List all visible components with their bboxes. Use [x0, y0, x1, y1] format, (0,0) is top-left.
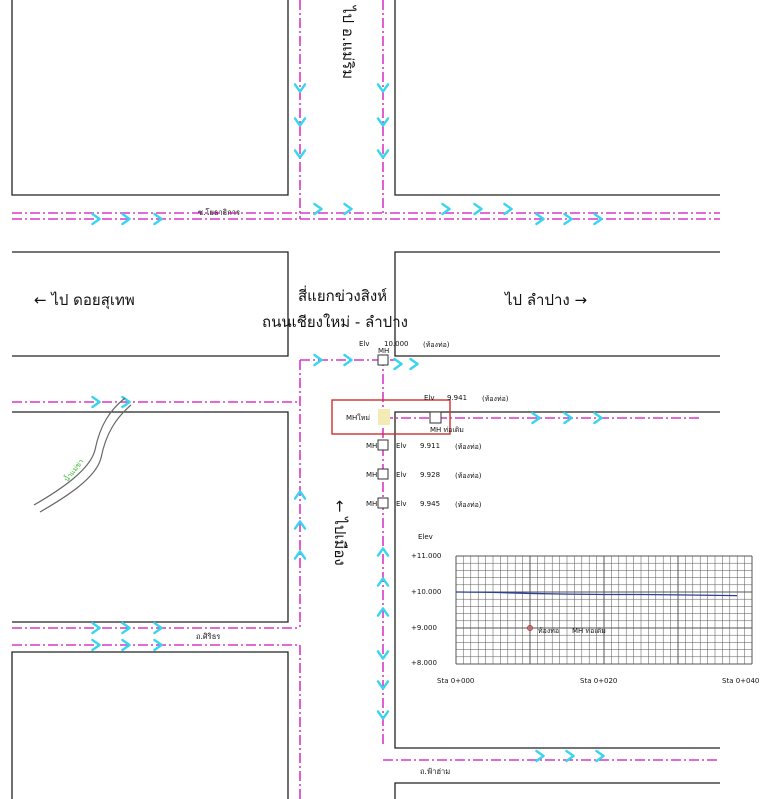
manhole-2 [430, 412, 441, 423]
chart-grid [456, 556, 752, 664]
manhole-3 [378, 440, 388, 450]
manhole-4-note: (ท้องท่อ) [455, 472, 482, 480]
manhole-4-elev: 9.928 [420, 471, 441, 479]
flow-arrow-14 [504, 204, 511, 214]
manhole-5 [378, 498, 388, 508]
manhole-3-note: (ท้องท่อ) [455, 443, 482, 451]
manhole-4 [378, 469, 388, 479]
manhole-2-elev-label: Elv [424, 394, 435, 402]
profile-chart [456, 556, 752, 664]
label-road-name: ถนนเชียงใหม่ - ลำปาง [262, 313, 408, 331]
label-junction-name: สี่แยกข่วงสิงห์ [298, 287, 388, 305]
chart-ylabel: Elev [418, 533, 433, 541]
manhole-1-elev-label: Elv [359, 340, 370, 348]
manhole-3-elev: 9.911 [420, 442, 441, 450]
chart-annotation-1: ท้องท่อ [538, 627, 560, 635]
label-bottom-road: ถ.ฟ้าฮ่าม [420, 767, 451, 776]
river-bank-2 [40, 405, 131, 512]
new-manhole-fill [378, 409, 390, 425]
manhole-1-note: (ท้องท่อ) [423, 341, 450, 349]
manhole-4-mh: MH [366, 471, 378, 479]
label-to-lampang: ไป ลำปาง → [505, 291, 588, 309]
manhole-1-elev: 10.000 [384, 340, 409, 348]
river-bank-1 [34, 398, 125, 505]
chart-ytick-2: +10.000 [411, 588, 442, 596]
chart-xtick-1: Sta 0+000 [437, 677, 475, 685]
chart-xtick-2: Sta 0+020 [580, 677, 618, 685]
chart-annotation-2: MH ท่อเดิม [572, 627, 606, 635]
label-existing-manhole: MH ท่อเดิม [430, 426, 464, 434]
label-river: น้ำแม่ข่า [62, 457, 86, 484]
chart-ytick-3: +9.000 [411, 624, 437, 632]
label-upper-road: ซ.โยธาธิการ [198, 208, 241, 217]
block-top-right [395, 0, 720, 195]
block-low-right [395, 412, 720, 748]
block-bottom-right [395, 783, 720, 799]
flow-arrow-21 [410, 359, 417, 369]
flow-arrow-42 [536, 751, 543, 761]
label-to-doi-suthep: ← ไป ดอยสุเทพ [34, 291, 135, 309]
label-to-city: ← ไปเมือง [331, 500, 349, 566]
label-lower-left-road: ถ.ศิริธร [196, 632, 221, 641]
river [34, 398, 131, 512]
chart-ytick-4: +8.000 [411, 659, 437, 667]
manhole-2-elev: 9.941 [447, 394, 468, 402]
manhole-1-mh: MH [378, 347, 390, 355]
manhole-1 [378, 355, 388, 365]
block-bottom-left [12, 652, 288, 799]
manhole-5-elev-label: Elv [396, 500, 407, 508]
flow-arrow-20 [394, 359, 401, 369]
manhole-5-mh: MH [366, 500, 378, 508]
block-top-left [12, 0, 288, 195]
manhole-3-elev-label: Elv [396, 442, 407, 450]
manhole-5-note: (ท้องท่อ) [455, 501, 482, 509]
manhole-4-elev-label: Elv [396, 471, 407, 479]
manhole-5-elev: 9.945 [420, 500, 441, 508]
block-low-left [12, 412, 288, 622]
label-road-to-mae-rim: ไป อ.แม่ริม [339, 6, 357, 80]
chart-xtick-3: Sta 0+040 [722, 677, 760, 685]
manhole-3-mh: MH [366, 442, 378, 450]
manhole-2-note: (ท้องท่อ) [482, 395, 509, 403]
label-new-manhole: MHใหม่ [346, 414, 370, 422]
chart-ytick-1: +11.000 [411, 552, 442, 560]
